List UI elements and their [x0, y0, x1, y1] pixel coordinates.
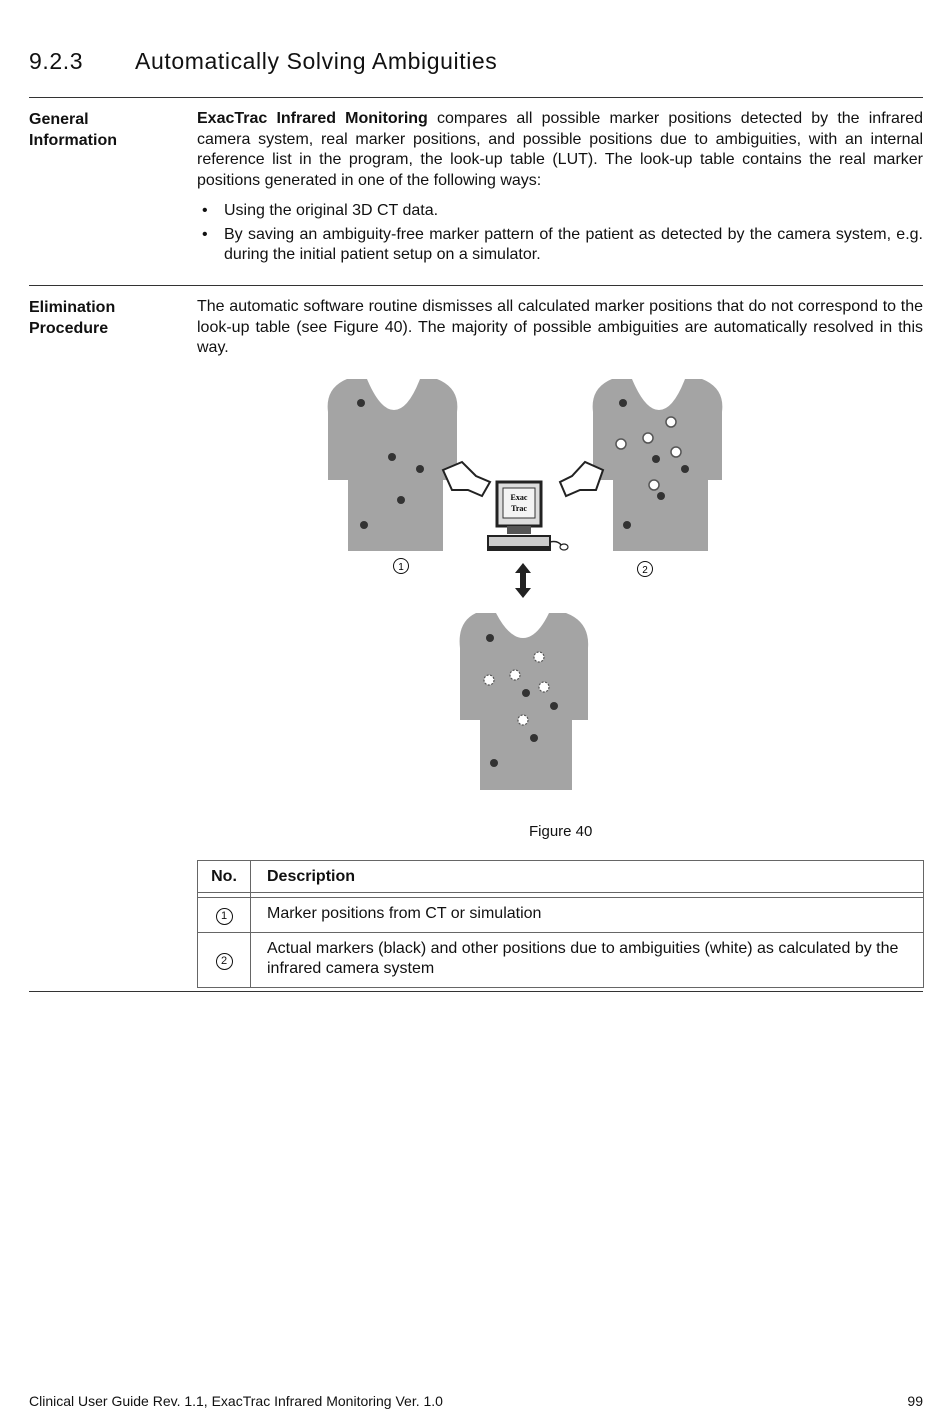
- table-row: [198, 933, 924, 988]
- row-number: 2: [216, 953, 233, 970]
- arrow-right-icon: [560, 462, 603, 496]
- screen-label-line1: Exac: [510, 493, 528, 502]
- label-line: Procedure: [29, 320, 109, 337]
- elimination-procedure-text: The automatic software routine dismisses all calculated marker positions that do not correspond to the look-up table (see Figure 40). The majority of possible ambiguities are automatically resolved in this way.: [197, 298, 923, 356]
- callout-2: [638, 562, 653, 577]
- double-arrow-icon: [515, 563, 531, 598]
- list-item-text: Using the original 3D CT data.: [224, 202, 439, 219]
- table-header-row: [198, 861, 924, 893]
- page-number: 99: [907, 1393, 923, 1409]
- label-line: General: [29, 111, 89, 128]
- row-number-cell: [198, 898, 251, 933]
- divider: [29, 285, 923, 286]
- figure-caption: Figure 40: [529, 823, 593, 840]
- divider: [29, 991, 923, 992]
- description-table: [197, 860, 924, 988]
- column-header-description: Description: [251, 861, 924, 893]
- general-information-text: [197, 109, 923, 191]
- row-description: Actual markers (black) and other positions due to ambiguities (white) as calculated by the infrared camera system: [251, 933, 924, 988]
- table-row: [198, 898, 924, 933]
- arrow-left-icon: [443, 462, 490, 496]
- elimination-procedure-label: [29, 297, 179, 339]
- callout-1: [394, 559, 409, 574]
- torso-result-icon: [460, 613, 589, 790]
- column-header-no: No.: [198, 861, 251, 893]
- lut-source-list: [197, 201, 923, 269]
- general-text-body: compares all possible marker positions detected by the infrared camera system, real marker positions, and possible positions due to ambiguities, with an internal reference list in the program, the look-up table (LUT). The look-up table contains the real marker positions generated in one of the following ways:: [197, 110, 923, 189]
- label-line: Elimination: [29, 299, 116, 316]
- list-item: [197, 201, 923, 222]
- divider: [29, 97, 923, 98]
- list-item: [197, 225, 923, 266]
- footer-document-title: Clinical User Guide Rev. 1.1, ExacTrac Infrared Monitoring Ver. 1.0: [29, 1393, 443, 1409]
- list-item-text: By saving an ambiguity-free marker pattern of the patient as detected by the camera system, e.g. during the initial patient setup on a simulator.: [224, 225, 923, 263]
- bullet-icon: •: [202, 202, 208, 219]
- callout-1-text: 1: [398, 562, 404, 573]
- row-description: Marker positions from CT or simulation: [251, 898, 924, 933]
- bullet-icon: •: [202, 225, 208, 243]
- product-name: ExacTrac Infrared Monitoring: [197, 110, 428, 127]
- label-line: Information: [29, 132, 117, 149]
- torso-camera-icon: [593, 379, 723, 551]
- screen-label-line2: Trac: [511, 504, 527, 513]
- row-number-cell: [198, 933, 251, 988]
- section-title: Automatically Solving Ambiguities: [135, 48, 498, 74]
- general-information-label: [29, 109, 179, 151]
- ambiguity-resolution-figure: [300, 370, 750, 800]
- torso-ct-icon: [328, 379, 458, 551]
- callout-2-text: 2: [642, 565, 648, 576]
- exactrac-computer-icon: [488, 482, 568, 550]
- row-number: 1: [216, 908, 233, 925]
- section-number: 9.2.3: [29, 48, 84, 74]
- section-heading: [29, 48, 497, 75]
